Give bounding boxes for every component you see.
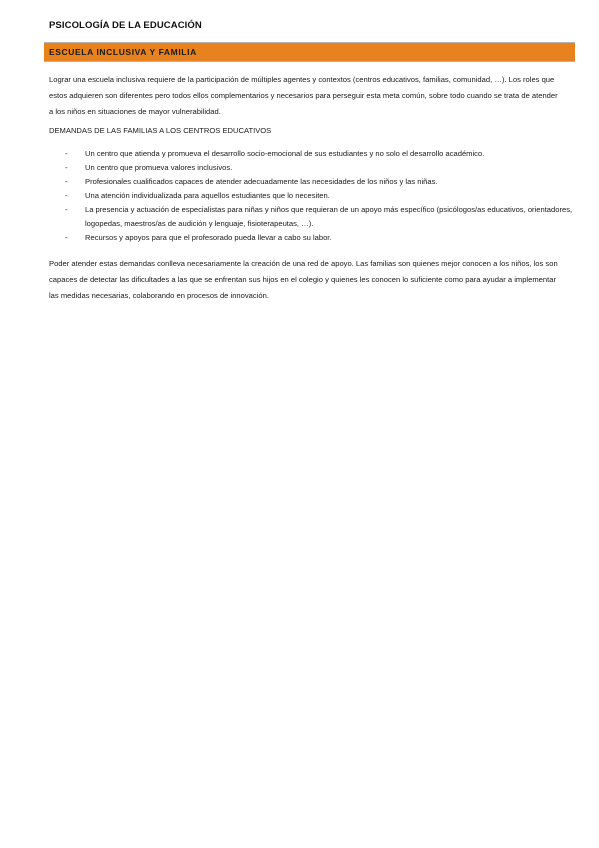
section-banner <box>44 42 575 62</box>
bullet-dash: - <box>65 149 68 158</box>
list-item-text: Una atención individualizada para aquellos estudiantes que lo necesiten. <box>85 191 330 200</box>
intro-paragraph: Lograr una escuela inclusiva requiere de la participación de múltiples agentes y contextos (centros educativos, familias, comunidad, …). Los roles que estos adquieren son diferentes pero todos ellos complementarios y necesarios para perseguir esta meta común, sobre todo cuando se trata de atender a los niños en situaciones de mayor vulnerabilidad. <box>49 75 558 116</box>
bullet-dash: - <box>65 205 68 214</box>
list-item <box>49 147 575 161</box>
list-item <box>49 161 575 175</box>
list-item-text: Recursos y apoyos para que el profesorado pueda llevar a cabo su labor. <box>85 233 332 242</box>
demands-list <box>49 147 575 245</box>
bullet-dash: - <box>65 233 68 242</box>
list-item <box>49 175 575 189</box>
list-item-text: Un centro que promueva valores inclusivos. <box>85 163 233 172</box>
list-item <box>49 189 575 203</box>
bullet-dash: - <box>65 177 68 186</box>
section-title: ESCUELA INCLUSIVA Y FAMILIA <box>49 47 197 57</box>
list-item-text: Profesionales cualificados capaces de atender adecuadamente las necesidades de los niños y las niñas. <box>85 177 438 186</box>
bullet-dash: - <box>65 191 68 200</box>
bullet-dash: - <box>65 163 68 172</box>
closing-paragraph: Poder atender estas demandas conlleva necesariamente la creación de una red de apoyo. Las familias son quienes mejor conocen a los niños, los son capaces de detectar las dificultades a las que se enfrentan sus hijos en el colegio y quienes les conocen lo suficiente como para ayudar a implementar las medidas necesarias, colaborando en procesos de innovación. <box>49 259 558 300</box>
list-item <box>49 203 575 231</box>
list-item <box>49 231 575 245</box>
list-item-text: Un centro que atienda y promueva el desarrollo socio-emocional de sus estudiantes y no solo el desarrollo académico. <box>85 149 485 158</box>
document-header: PSICOLOGÍA DE LA EDUCACIÓN <box>49 20 202 31</box>
demands-subheading: DEMANDAS DE LAS FAMILIAS A LOS CENTROS EDUCATIVOS <box>49 126 272 135</box>
list-item-text: La presencia y actuación de especialistas para niñas y niños que requieran de un apoyo más específico (psicólogos/as educativos, orientadores, logopedas, maestros/as de audición y lenguaje, fisioterapeutas, …). <box>85 205 573 228</box>
